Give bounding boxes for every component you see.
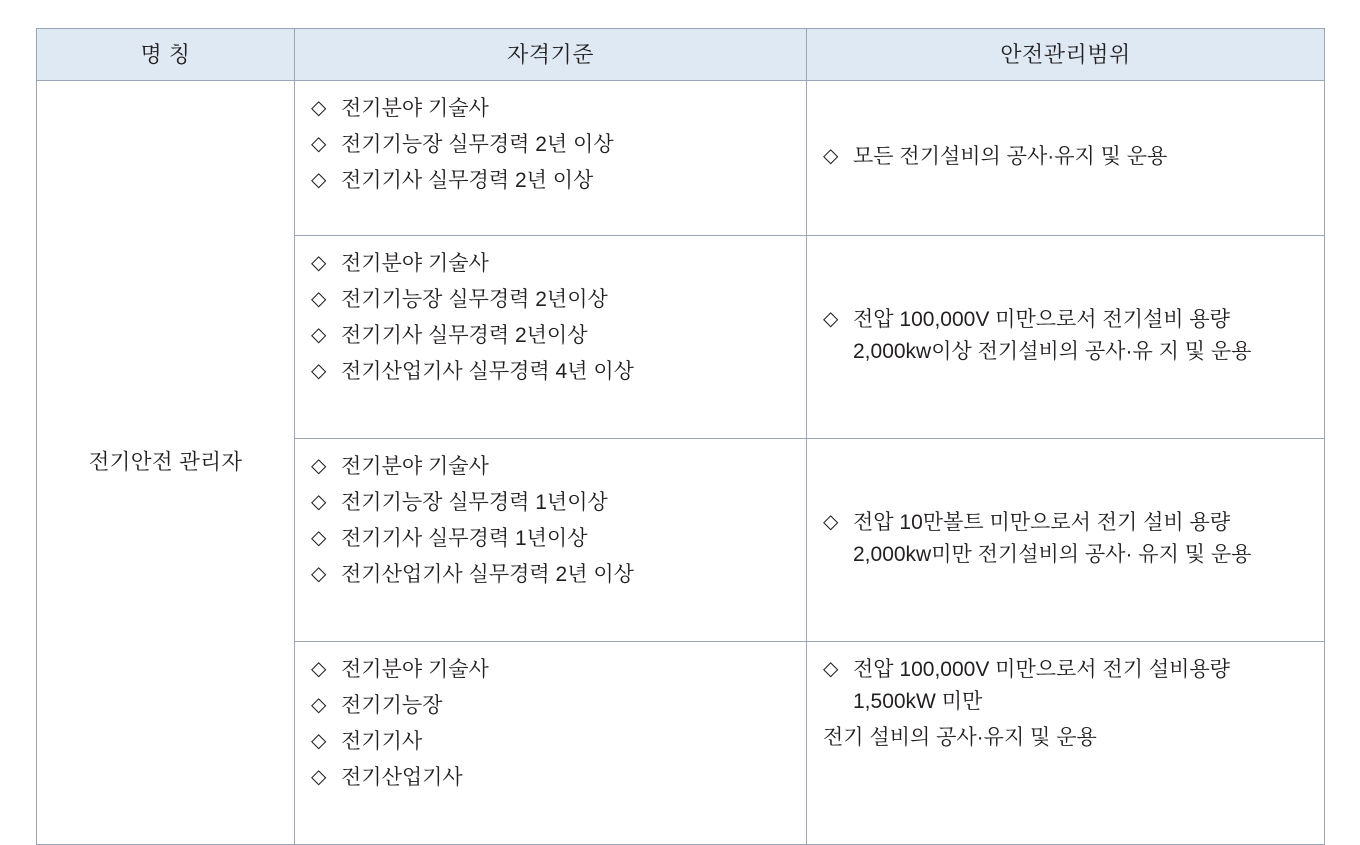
scope-text: 전기 설비의 공사·유지 및 운용 [823, 725, 1097, 749]
scope-cell-1 [807, 81, 1325, 236]
list-item [311, 320, 792, 352]
list-item [311, 248, 792, 280]
list-item-label: 전기기사 실무경력 1년이상 [341, 526, 588, 550]
diamond-icon: ◇ [311, 729, 327, 752]
column-header-scope: 안전관리범위 [807, 29, 1325, 81]
qualification-cell-4 [295, 642, 807, 845]
scope-paragraph-secondary [823, 722, 1310, 754]
list-item [311, 451, 792, 483]
list-item-label: 전기기능장 실무경력 2년이상 [341, 287, 608, 311]
diamond-icon: ◇ [311, 252, 327, 274]
list-item-label: 전기산업기사 실무경력 4년 이상 [341, 359, 634, 383]
qualification-list-2 [311, 248, 792, 388]
column-header-qualification: 자격기준 [295, 29, 807, 81]
list-item-label: 전기분야 기술사 [341, 455, 489, 478]
list-item [311, 129, 792, 161]
qualification-list-1 [311, 93, 792, 197]
diamond-icon: ◇ [311, 359, 327, 382]
list-item [311, 165, 792, 197]
list-item-label: 전기분야 기술사 [341, 658, 489, 681]
column-header-name: 명 칭 [37, 29, 295, 81]
scope-cell-2 [807, 236, 1325, 439]
list-item-label: 전기기사 실무경력 2년이상 [341, 323, 588, 347]
scope-paragraph [823, 507, 1310, 571]
list-item [311, 356, 792, 388]
diamond-icon: ◇ [311, 562, 327, 585]
diamond-icon: ◇ [311, 132, 327, 155]
diamond-icon: ◇ [311, 490, 327, 513]
list-item-label: 전기기사 실무경력 2년 이상 [341, 168, 594, 192]
diamond-icon: ◇ [823, 658, 839, 680]
list-item [311, 559, 792, 591]
table-header [37, 29, 1325, 81]
list-item [311, 93, 792, 125]
diamond-icon: ◇ [311, 97, 327, 119]
list-item [311, 762, 792, 794]
diamond-icon: ◇ [311, 658, 327, 680]
list-item-label: 전기산업기사 실무경력 2년 이상 [341, 562, 634, 586]
qualification-list-3 [311, 451, 792, 591]
list-item-label: 전기분야 기술사 [341, 97, 489, 120]
diamond-icon: ◇ [823, 308, 839, 331]
table-header-row [37, 29, 1325, 81]
diamond-icon: ◇ [311, 765, 327, 788]
table-body [37, 81, 1325, 845]
diamond-icon: ◇ [823, 145, 839, 168]
list-item-label: 전기산업기사 [341, 765, 463, 789]
list-item-label: 전기분야 기술사 [341, 252, 489, 275]
list-item-label: 전기기능장 [341, 693, 443, 717]
diamond-icon: ◇ [823, 511, 839, 534]
electrical-safety-manager-table [36, 28, 1325, 845]
list-item-label: 전기기능장 실무경력 1년이상 [341, 490, 608, 514]
list-item [311, 487, 792, 519]
scope-text: 전압 10만볼트 미만으로서 전기 설비 용량 2,000kw미만 전기설비의 공사· 유지 및 운용 [853, 511, 1252, 566]
row-name-electrical-safety-manager: 전기안전 관리자 [37, 81, 295, 845]
diamond-icon: ◇ [311, 287, 327, 310]
scope-paragraph [823, 304, 1310, 368]
scope-text: 전압 100,000V 미만으로서 전기설비 용량 2,000kw이상 전기설비의 공사·유 지 및 운용 [853, 308, 1252, 363]
scope-paragraph [823, 654, 1310, 718]
list-item-label: 전기기사 [341, 729, 423, 753]
list-item [311, 523, 792, 555]
diamond-icon: ◇ [311, 323, 327, 346]
diamond-icon: ◇ [311, 168, 327, 191]
list-item [311, 690, 792, 722]
scope-paragraph [823, 141, 1310, 173]
scope-text: 모든 전기설비의 공사·유지 및 운용 [853, 145, 1168, 169]
qualification-list-4 [311, 654, 792, 794]
list-item [311, 654, 792, 686]
scope-cell-4 [807, 642, 1325, 845]
qualification-cell-3 [295, 439, 807, 642]
list-item [311, 726, 792, 758]
qualification-cell-2 [295, 236, 807, 439]
scope-text: 전압 100,000V 미만으로서 전기 설비용량 1,500kW 미만 [853, 658, 1230, 713]
table-row [37, 81, 1325, 236]
qualification-cell-1 [295, 81, 807, 236]
list-item [311, 284, 792, 316]
diamond-icon: ◇ [311, 526, 327, 549]
list-item-label: 전기기능장 실무경력 2년 이상 [341, 132, 614, 156]
diamond-icon: ◇ [311, 693, 327, 716]
scope-cell-3 [807, 439, 1325, 642]
diamond-icon: ◇ [311, 455, 327, 477]
